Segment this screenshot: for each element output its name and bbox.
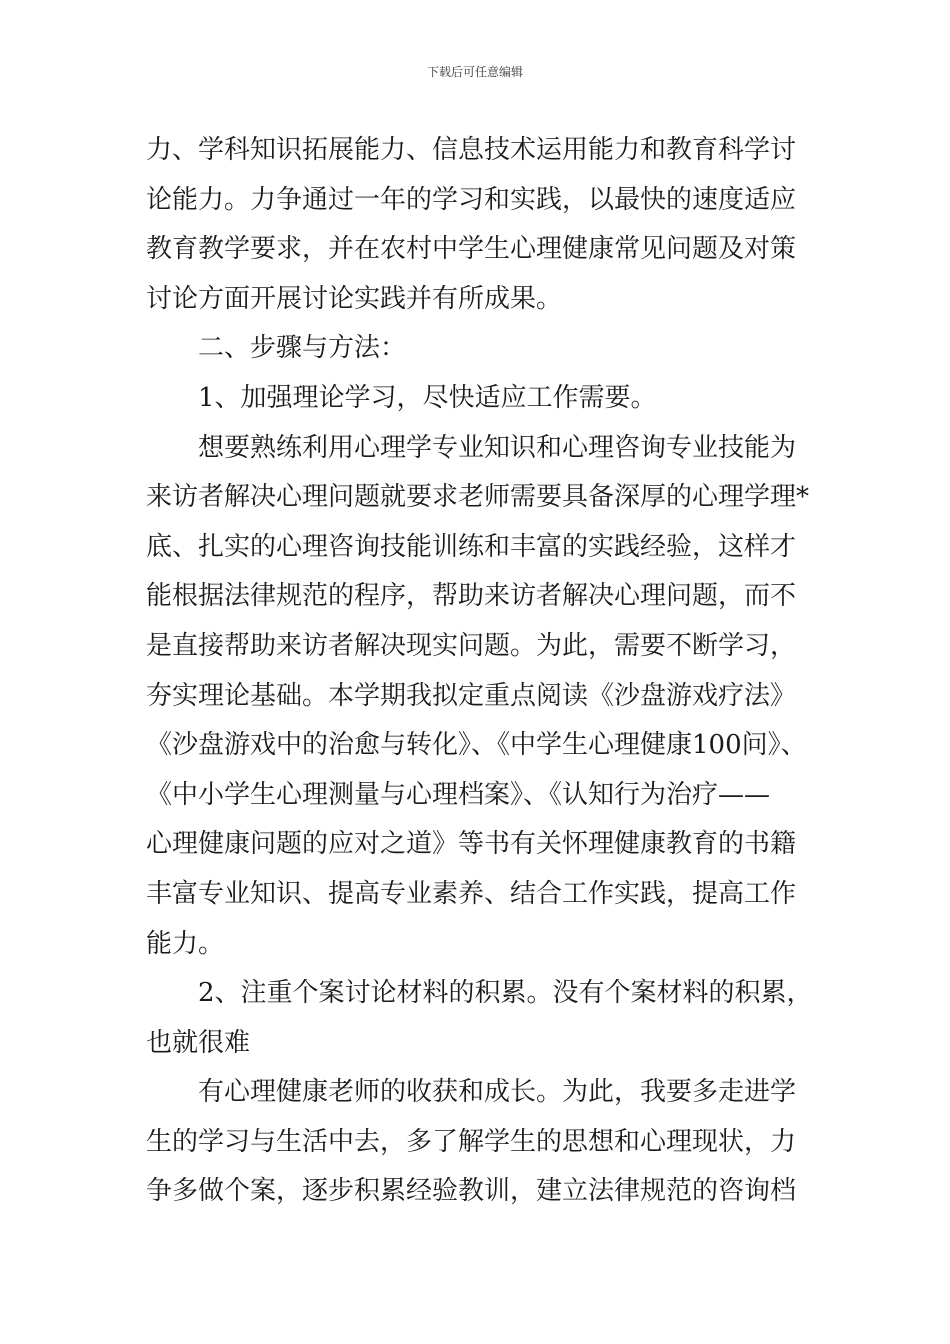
text-line: 能根据法律规范的程序，帮助来访者解决心理问题，而不	[146, 581, 797, 612]
text-line: 生的学习与生活中去，多了解学生的思想和心理现状，力	[146, 1126, 797, 1157]
text-line: 也就很难	[146, 1027, 251, 1058]
text-line: 想要熟练利用心理学专业知识和心理咨询专业技能为	[198, 432, 797, 463]
text-line: 《沙盘游戏中的治愈与转化》、《中学生心理健康100问》、	[146, 730, 807, 761]
subsection-heading: 1、加强理论学习，尽快适应工作需要。	[198, 382, 657, 413]
text-line: 争多做个案，逐步积累经验教训，建立法律规范的咨询档	[146, 1176, 797, 1207]
page-header: 下载后可任意编辑	[426, 65, 523, 79]
subsection-heading: 2、注重个案讨论材料的积累。没有个案材料的积累，	[198, 978, 813, 1009]
text-line: 来访者解决心理问题就要求老师需要具备深厚的心理学理*	[146, 482, 810, 513]
text-line: 是直接帮助来访者解决现实问题。为此，需要不断学习，	[146, 630, 797, 661]
text-line: 有心理健康老师的收获和成长。为此，我要多走进学	[198, 1077, 797, 1108]
text-line: 教育教学要求，并在农村中学生心理健康常见问题及对策	[146, 234, 797, 265]
text-line: 丰富专业知识、提高专业素养、结合工作实践，提高工作	[146, 878, 797, 909]
text-line: 能力。	[146, 928, 225, 959]
text-line: 《中小学生心理测量与心理档案》、《认知行为治疗——	[146, 779, 771, 810]
text-line: 力、学科知识拓展能力、信息技术运用能力和教育科学讨	[146, 135, 797, 165]
text-line: 心理健康问题的应对之道》等书有关怀理健康教育的书籍	[146, 829, 797, 860]
document-body	[146, 126, 846, 1217]
text-line: 讨论方面开展讨论实践并有所成果。	[146, 283, 563, 314]
text-line: 底、扎实的心理咨询技能训练和丰富的实践经验，这样才	[146, 531, 797, 562]
section-heading: 二、步骤与方法：	[198, 333, 407, 364]
text-line: 夯实理论基础。本学期我拟定重点阅读《沙盘游戏疗法》	[146, 680, 797, 711]
text-line: 论能力。力争通过一年的学习和实践，以最快的速度适应	[146, 184, 797, 215]
